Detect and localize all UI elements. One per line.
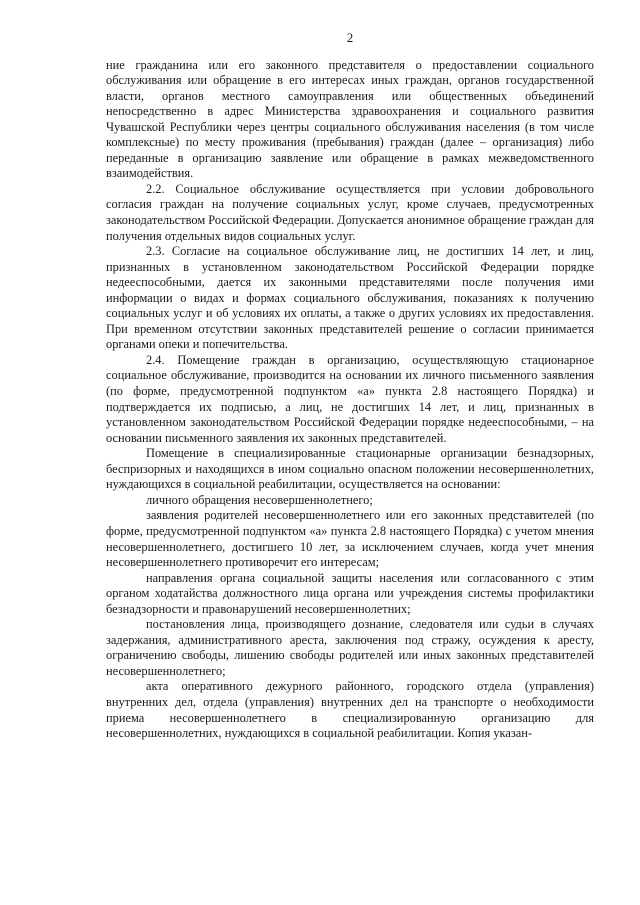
paragraph-2-2: 2.2. Социальное обслуживание осуществляется при условии добровольного согласия граждан на получение социальных услуг, кроме случаев, предусмотренных законодательством Российской Федерации. Допускается анонимное обращение граждан для получения отдельных видов социальных услуг. [106, 181, 594, 243]
paragraph-2-4: 2.4. Помещение граждан в организацию, осуществляющую стационарное социальное обслуживание, производится на основании их личного письменного заявления (по форме, предусмотренной подпунктом «а» пункта 2.8 настоящего Порядка) и подтверждается их подписью, а лиц, не достигших 14 лет, и лиц, признанных в установленном законодательством Российской Федерации порядке недееспособными, – на основании письменного заявления их законных представителей. [106, 352, 594, 445]
page-number: 2 [346, 30, 354, 45]
paragraph-2-3: 2.3. Согласие на социальное обслуживание лиц, не достигших 14 лет, и лиц, признанных в установленном законодательством Российской Федерации порядке недееспособными, дается их законными представителями после получения ими информации о видах и формах социального обслуживания, показаниях к получению социальных услуг и об условиях их оплаты, а также о других условиях их предоставления. При временном отсутствии законных представителей решение о согласии принимается органами опеки и попечительства. [106, 244, 594, 352]
list-item-social-protection-referral: направления органа социальной защиты населения или согласованного с этим органом ходатайства должностного лица органа или учреждения системы профилактики безнадзорности и правонарушений несовершеннолетних; [106, 570, 594, 616]
paragraph-specialized-placement: Помещение в специализированные стационарные организации безнадзорных, беспризорных и находящихся в ином социально опасном положении несовершеннолетних, нуждающихся в социальной реабилитации, осуществляется на основании: [106, 446, 594, 492]
list-item-parents-statement: заявления родителей несовершеннолетнего или его законных представителей (по форме, предусмотренной подпунктом «а» пункта 2.8 настоящего Порядка) с учетом мнения несовершеннолетнего, достигшего 10 лет, за исключением случаев, когда учет мнения несовершеннолетнего противоречит его интересам; [106, 508, 594, 570]
list-item-personal-request: личного обращения несовершеннолетнего; [146, 492, 373, 507]
list-item-police-act: акта оперативного дежурного районного, городского отдела (управления) внутренних дел, отдела (управления) внутренних дел на транспорте о необходимости приема несовершеннолетнего в специализированную организацию для несовершеннолетних, нуждающихся в социальной реабилитации. Копия указан- [106, 679, 594, 741]
paragraph-continuation: ние гражданина или его законного представителя о предоставлении социального обслуживания или обращение в его интересах иных граждан, органов государственной власти, органов местного самоуправления или общественных объединений непосредственно в адрес Министерства здравоохранения и социального развития Чувашской Республики через центры социального обслуживания населения (в том числе комплексные) по месту проживания (пребывания) граждан (далее – организация) либо переданные в организацию заявление или обращение в рамках межведомственного взаимодействия. [106, 57, 594, 181]
list-item-investigator-resolution: постановления лица, производящего дознание, следователя или судьи в случаях задержания, административного ареста, заключения под стражу, осуждения к аресту, ограничению свободы, лишению свободы родителей или иных законных представителей несовершеннолетнего; [106, 617, 594, 678]
document-page [106, 30, 594, 742]
